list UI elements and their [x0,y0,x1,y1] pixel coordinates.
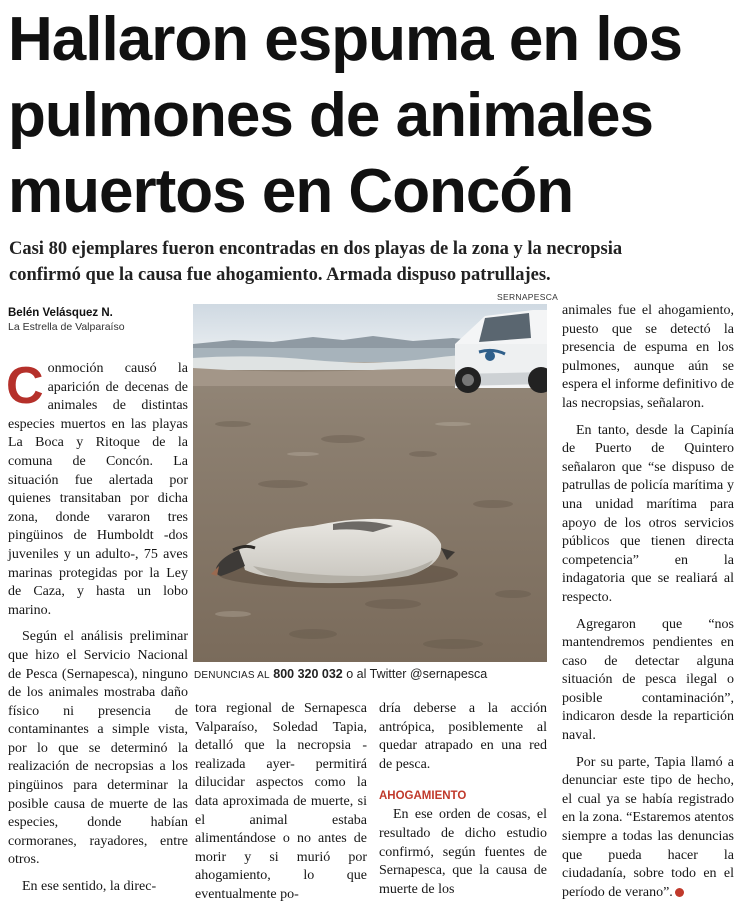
paragraph-analysis: Según el análisis preliminar que hizo el Servicio Nacional de Pesca (Sernapesca), ninguno de los animales mostraba daño físico ni presencia de contaminantes a simple vista, por lo que se determinó la realización de necropsias a los pingüinos para determinar la posible causa de muerte de las especies, donde habían cormoranes, rayadores, entre otros. [8,629,188,868]
subheadline-line-1: Casi 80 ejemplares fueron encontradas en dos playas de la zona y la necropsia [9,239,623,259]
paragraph-pending: Agregaron que “nos mantendremos pendientes en caso de detectar alguna situación de pesca ilegal o posible contaminación”, indicaron desde la repartición naval. [562,616,734,744]
headline [8,2,736,230]
caption-phone: 800 320 032 [273,667,343,681]
photo-caption [194,667,550,681]
caption-rest: o al Twitter @sernapesca [346,667,488,681]
headline-line-2: pulmones de animales [8,81,653,150]
paragraph-result: En ese orden de cosas, el resultado de dicho estudio confirmó, según fuentes de Sernapesca, que la causa de muerte de los [379,807,547,897]
publication-name: La Estrella de Valparaíso [8,321,125,333]
end-of-article-icon: + [675,888,684,897]
subheadline-line-2: confirmó que la causa fue ahogamiento. Armada dispuso patrullajes. [9,265,551,285]
headline-line-3: muertos en Concón [8,157,574,226]
photo-credit: SERNAPESCA [497,292,559,302]
article-column-3 [379,700,547,899]
paragraph-anthropic: dría deberse a la acción antrópica, posiblemente al quedar atrapado en una red de pesca. [379,701,547,772]
section-heading: AHOGAMIENTO [379,790,467,803]
headline-line-1: Hallaron espuma en los [8,5,682,74]
article-column-1 [6,357,188,897]
paragraph-navy: En tanto, desde la Capinía de Puerto de Quintero señalaron que “se dispuso de patrullas de policía marítima y una unidad marítima para apoyo de los otros servicios públicos que tienen directa competencia” en la indagatoria que se realiará al respecto. [562,422,734,605]
paragraph-direction-start: En ese sentido, la direc- [22,879,157,895]
paragraph-intro-text: onmoción causó la aparición de decenas de animales de distintas especies muertos en las playas La Boca y Ritoque de la comuna de Concón. La situación fue alertada por quienes transitaban por dicha zona, donde vararon tres pingüinos de Humboldt -dos juveniles y un adulto-, 75 aves marinas protegidas por la Ley de Caza, y hasta un lobo marino. [8,361,188,618]
byline [8,306,188,334]
article-photo [193,304,547,662]
paragraph-drowning: animales fue el ahogamiento, puesto que se detectó la presencia de espuma en los pulmones, aunque aún se espera el informe definitivo de las necropsias, señalaron. [562,303,734,411]
article-column-4 [562,302,734,902]
author-name: Belén Velásquez N. [8,307,113,319]
drop-cap: C [6,357,44,415]
subheadline [9,236,733,288]
paragraph-intro [6,357,188,620]
paragraph-tapia-text: Por su parte, Tapia llamó a denunciar este tipo de hecho, el cual ya se había registrado en la zona. “Estaremos atentos siempre a todas las denuncias que pueda hacer la ciudadanía, sobre todo en el período de verano”. [562,754,734,900]
beach-penguin-photo [193,304,547,662]
paragraph-tapia [562,754,734,903]
caption-lead: DENUNCIAS AL [194,670,270,681]
article-column-2 [195,700,367,905]
paragraph-direction-cont: tora regional de Sernapesca Valparaíso, Soledad Tapia, detalló que la necropsia -realizada ayer- permitirá dilucidar aspectos como la data aproximada de muerte, si el animal estaba alimentándose o no antes de morir y si murió por ahogamiento, lo que eventualmente po- [195,701,367,902]
